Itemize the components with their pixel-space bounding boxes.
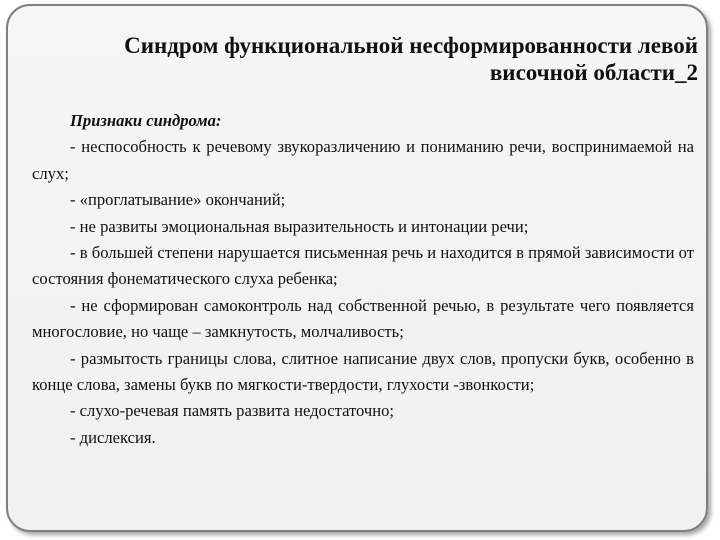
list-item: - не сформирован самоконтроль над собственной речью, в результате чего появляется многословие, но чаще – замкнутость, молчаливость; [32, 295, 694, 342]
list-item: - «проглатывание» окончаний; [70, 190, 286, 210]
list-item: - слухо-речевая память развита недостаточно; [70, 401, 395, 421]
title-line-2: височной области_2 [489, 60, 698, 85]
slide-frame [6, 4, 708, 532]
list-item: - дислексия. [70, 427, 156, 447]
list-item: - в большей степени нарушается письменная речь и находится в прямой зависимости от состояния фонематического слуха ребенка; [32, 243, 694, 289]
list-item: - неспособность к речевому звукоразличению и пониманию речи, воспринимаемой на слух; [32, 137, 694, 183]
title-line-1: Синдром функциональной несформированности левой [124, 33, 698, 58]
slide-title [68, 32, 698, 86]
list-item: - размытость границы слова, слитное написание двух слов, пропуски букв, особенно в конце слова, замены букв по мягкости-твердости, глухости -звонкости; [32, 348, 694, 395]
section-heading: Признаки синдрома: [70, 111, 222, 130]
slide-body [32, 108, 694, 451]
list-item: - не развиты эмоциональная выразительность и интонации речи; [70, 216, 529, 236]
